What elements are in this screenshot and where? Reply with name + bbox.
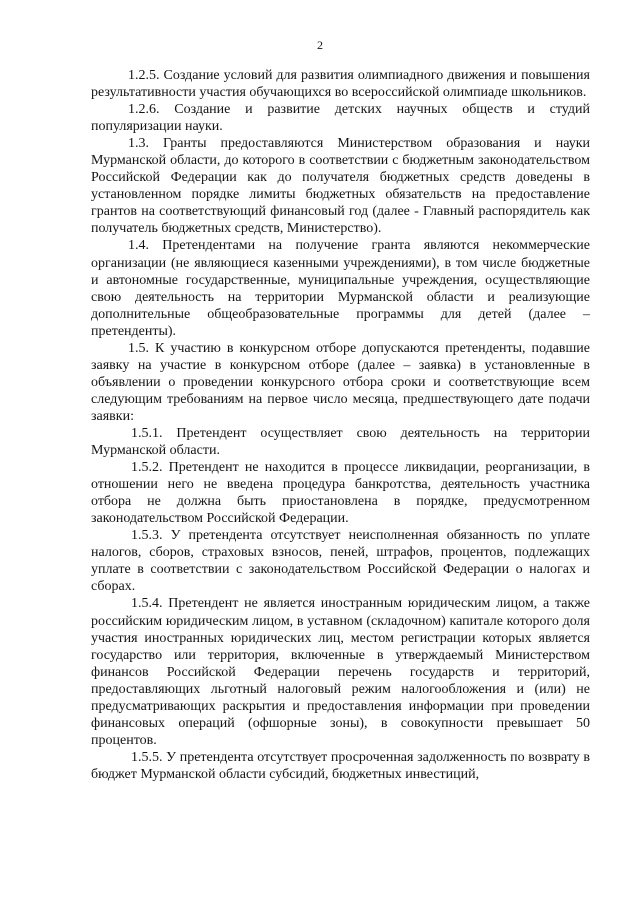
paragraph-1-3: 1.3. Гранты предоставляются Министерством образования и науки Мурманской области, до которого в соответствии с бюджетным законодательством Российской Федерации как до получателя бюджетных средств доведены в установленном порядке лимиты бюджетных обязательств на предоставление грантов на соответствующий финансовый год (далее - Главный распорядитель как получатель бюджетных средств, Министерство). xyxy=(91,136,590,237)
paragraph-1-5: 1.5. К участию в конкурсном отборе допускаются претенденты, подавшие заявку на участие в конкурсном отборе (далее – заявка) в установленные в объявлении о проведении конкурсного отбора сроки и соответствующие всем следующим требованиям на первое число месяца, предшествующего дате подачи заявки: xyxy=(91,340,590,424)
paragraph-1-2-5: 1.2.5. Создание условий для развития олимпиадного движения и повышения результативности участия обучающихся во всероссийской олимпиаде школьников. xyxy=(91,68,590,101)
paragraph-1-5-4: 1.5.4. Претендент не является иностранным юридическим лицом, а также российским юридическим лицом, в уставном (складочном) капитале которого доля участия иностранных юридических лиц, местом регистрации которых является государство или территория, включенные в утверждаемый Министерством финансов Российской Федерации перечень государств и территорий, предоставляющих льготный налоговый режим налогообложения и (или) не предусматривающих раскрытия и предоставления информации при проведении финансовых операций (офшорные зоны), в совокупности превышает 50 процентов. xyxy=(91,596,590,748)
paragraph-1-5-3: 1.5.3. У претендента отсутствует неисполненная обязанность по уплате налогов, сборов, страховых взносов, пеней, штрафов, процентов, подлежащих уплате в соответствии с законодательством Российской Федерации о налогах и сборах. xyxy=(91,528,590,595)
paragraph-1-5-1: 1.5.1. Претендент осуществляет свою деятельность на территории Мурманской области. xyxy=(91,425,590,459)
paragraph-1-2-6: 1.2.6. Создание и развитие детских научных обществ и студий популяризации науки. xyxy=(91,102,590,135)
document-body xyxy=(91,67,590,783)
paragraph-1-4: 1.4. Претендентами на получение гранта являются некоммерческие организации (не являющиеся казенными учреждениями), в том числе бюджетные и автономные государственные, муниципальные учреждения, осуществляющие свою деятельность на территории Мурманской области и реализующие дополнительные общеобразовательные программы для детей (далее – претенденты). xyxy=(91,238,590,339)
page-number: 2 xyxy=(317,38,323,52)
paragraph-1-5-2: 1.5.2. Претендент не находится в процессе ликвидации, реорганизации, в отношении него не введена процедура банкротства, деятельность участника отбора не должна быть приостановлена в порядке, предусмотренном законодательством Российской Федерации. xyxy=(91,460,590,527)
paragraph-1-5-5: 1.5.5. У претендента отсутствует просроченная задолженность по возврату в бюджет Мурманской области субсидий, бюджетных инвестиций, xyxy=(91,749,590,782)
